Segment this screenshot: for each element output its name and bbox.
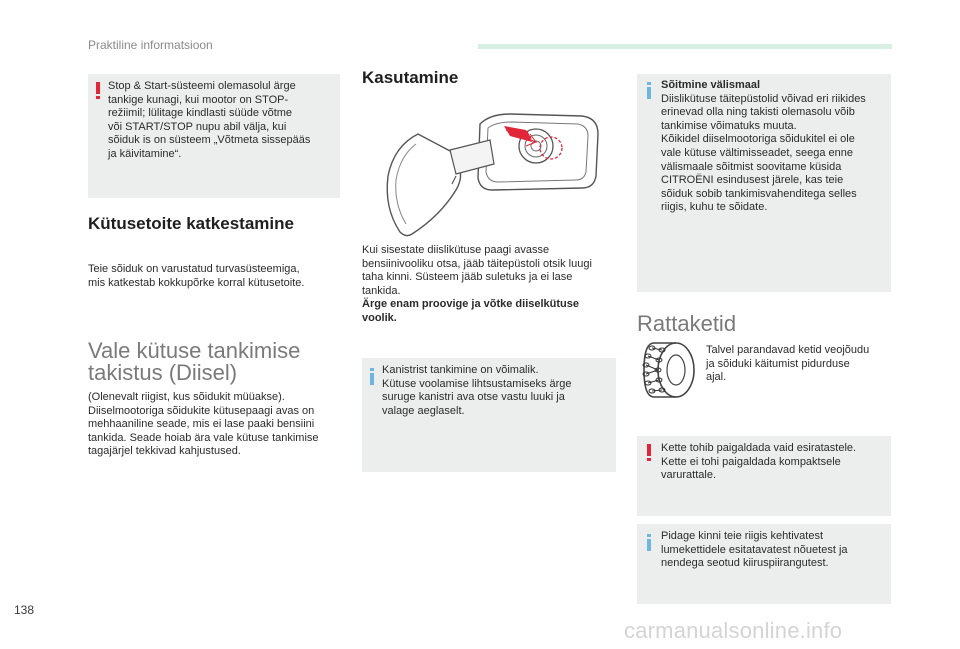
misfuel-title: Vale kütuse tankimise takistus (Diisel)	[88, 338, 301, 385]
abroad-info-text: Sõitmine välismaal Diislikütuse täitepüstolid võivad eri riikides erinevad olla ning takisti olemasolu võib tankimise võimatuks muuta. Kõikidel diiselmootoriga sõidukitel ei ole vale kütuse vältimisseadet, seega enne välismaale sõitmist soovitame küsida CITROËNI esindusest järele, kas teie sõiduk sobib tankimisvahenditega selles riigis, kuhu te sõidate.	[661, 79, 866, 214]
stop-start-warning-text: Stop & Start-süsteemi olemasolul ärge tankige kunagi, kui mootor on STOP- režiimil; lülitage kindlasti süüde võtme või START/STOP nupu abil välja, kui sõiduk is on süsteem „Võtmeta sissepääs ja käivitamine“.	[108, 80, 311, 160]
chains-info-text: Pidage kinni teie riigis kehtivatest lumekettidele esitatavatest nõuetest ja nendega seotud kiiruspiirangutest.	[661, 530, 848, 570]
fuel-cutoff-text: Teie sõiduk on varustatud turvasüsteemiga, mis katkestab kokkupõrke korral kütusetoite.	[88, 263, 305, 289]
chains-title: Rattaketid	[637, 311, 737, 336]
fuel-cutoff-title: Kütusetoite katkestamine	[88, 214, 294, 233]
canister-info-box	[362, 358, 616, 472]
misfuel-text: (Olenevalt riigist, kus sõidukit müüakse). Diiselmootoriga sõidukite kütusepaagi avas on mehhaaniline seade, mis ei lase paaki bensiini tankida. Seade hoiab ära vale kütuse tankimise tagajärjel tekkivad kahjustused.	[88, 391, 319, 458]
section-header: Praktiline informatsioon	[88, 38, 213, 52]
watermark: carmanualsonline.info	[624, 618, 843, 643]
abroad-info-box	[637, 74, 891, 292]
info-icon	[647, 82, 651, 99]
usage-title: Kasutamine	[362, 68, 459, 87]
chains-info-box	[637, 524, 891, 604]
fuel-flap-illustration	[360, 106, 610, 242]
page-number: 138	[14, 603, 35, 617]
stop-start-warning-box	[88, 74, 340, 198]
chains-text: Talvel parandavad ketid veojõudu ja sõiduki käitumist pidurduse ajal.	[706, 344, 870, 384]
warning-icon	[96, 82, 100, 99]
header-accent-bar	[478, 44, 892, 49]
usage-text: Kui sisestate diislikütuse paagi avasse bensiinivooliku otsa, jääb täitepüstoli otsik luugi taha kinni. Süsteem jääb suletuks ja ei lase tankida. Ärge enam proovige ja võtke diiselkütuse voolik.	[362, 244, 592, 324]
chains-warning-box	[637, 436, 891, 516]
canister-info-text: Kanistrist tankimine on võimalik. Kütuse voolamise lihtsustamiseks ärge suruge kanistri ava otse vastu luuki ja valage aeglaselt.	[382, 364, 572, 417]
snow-chain-tyre-icon	[640, 340, 698, 400]
info-icon	[647, 534, 651, 551]
info-icon	[370, 368, 374, 385]
chains-warning-text: Kette tohib paigaldada vaid esiratastele. Kette ei tohi paigaldada kompaktsele varurattale.	[661, 442, 857, 482]
warning-icon	[647, 444, 651, 461]
